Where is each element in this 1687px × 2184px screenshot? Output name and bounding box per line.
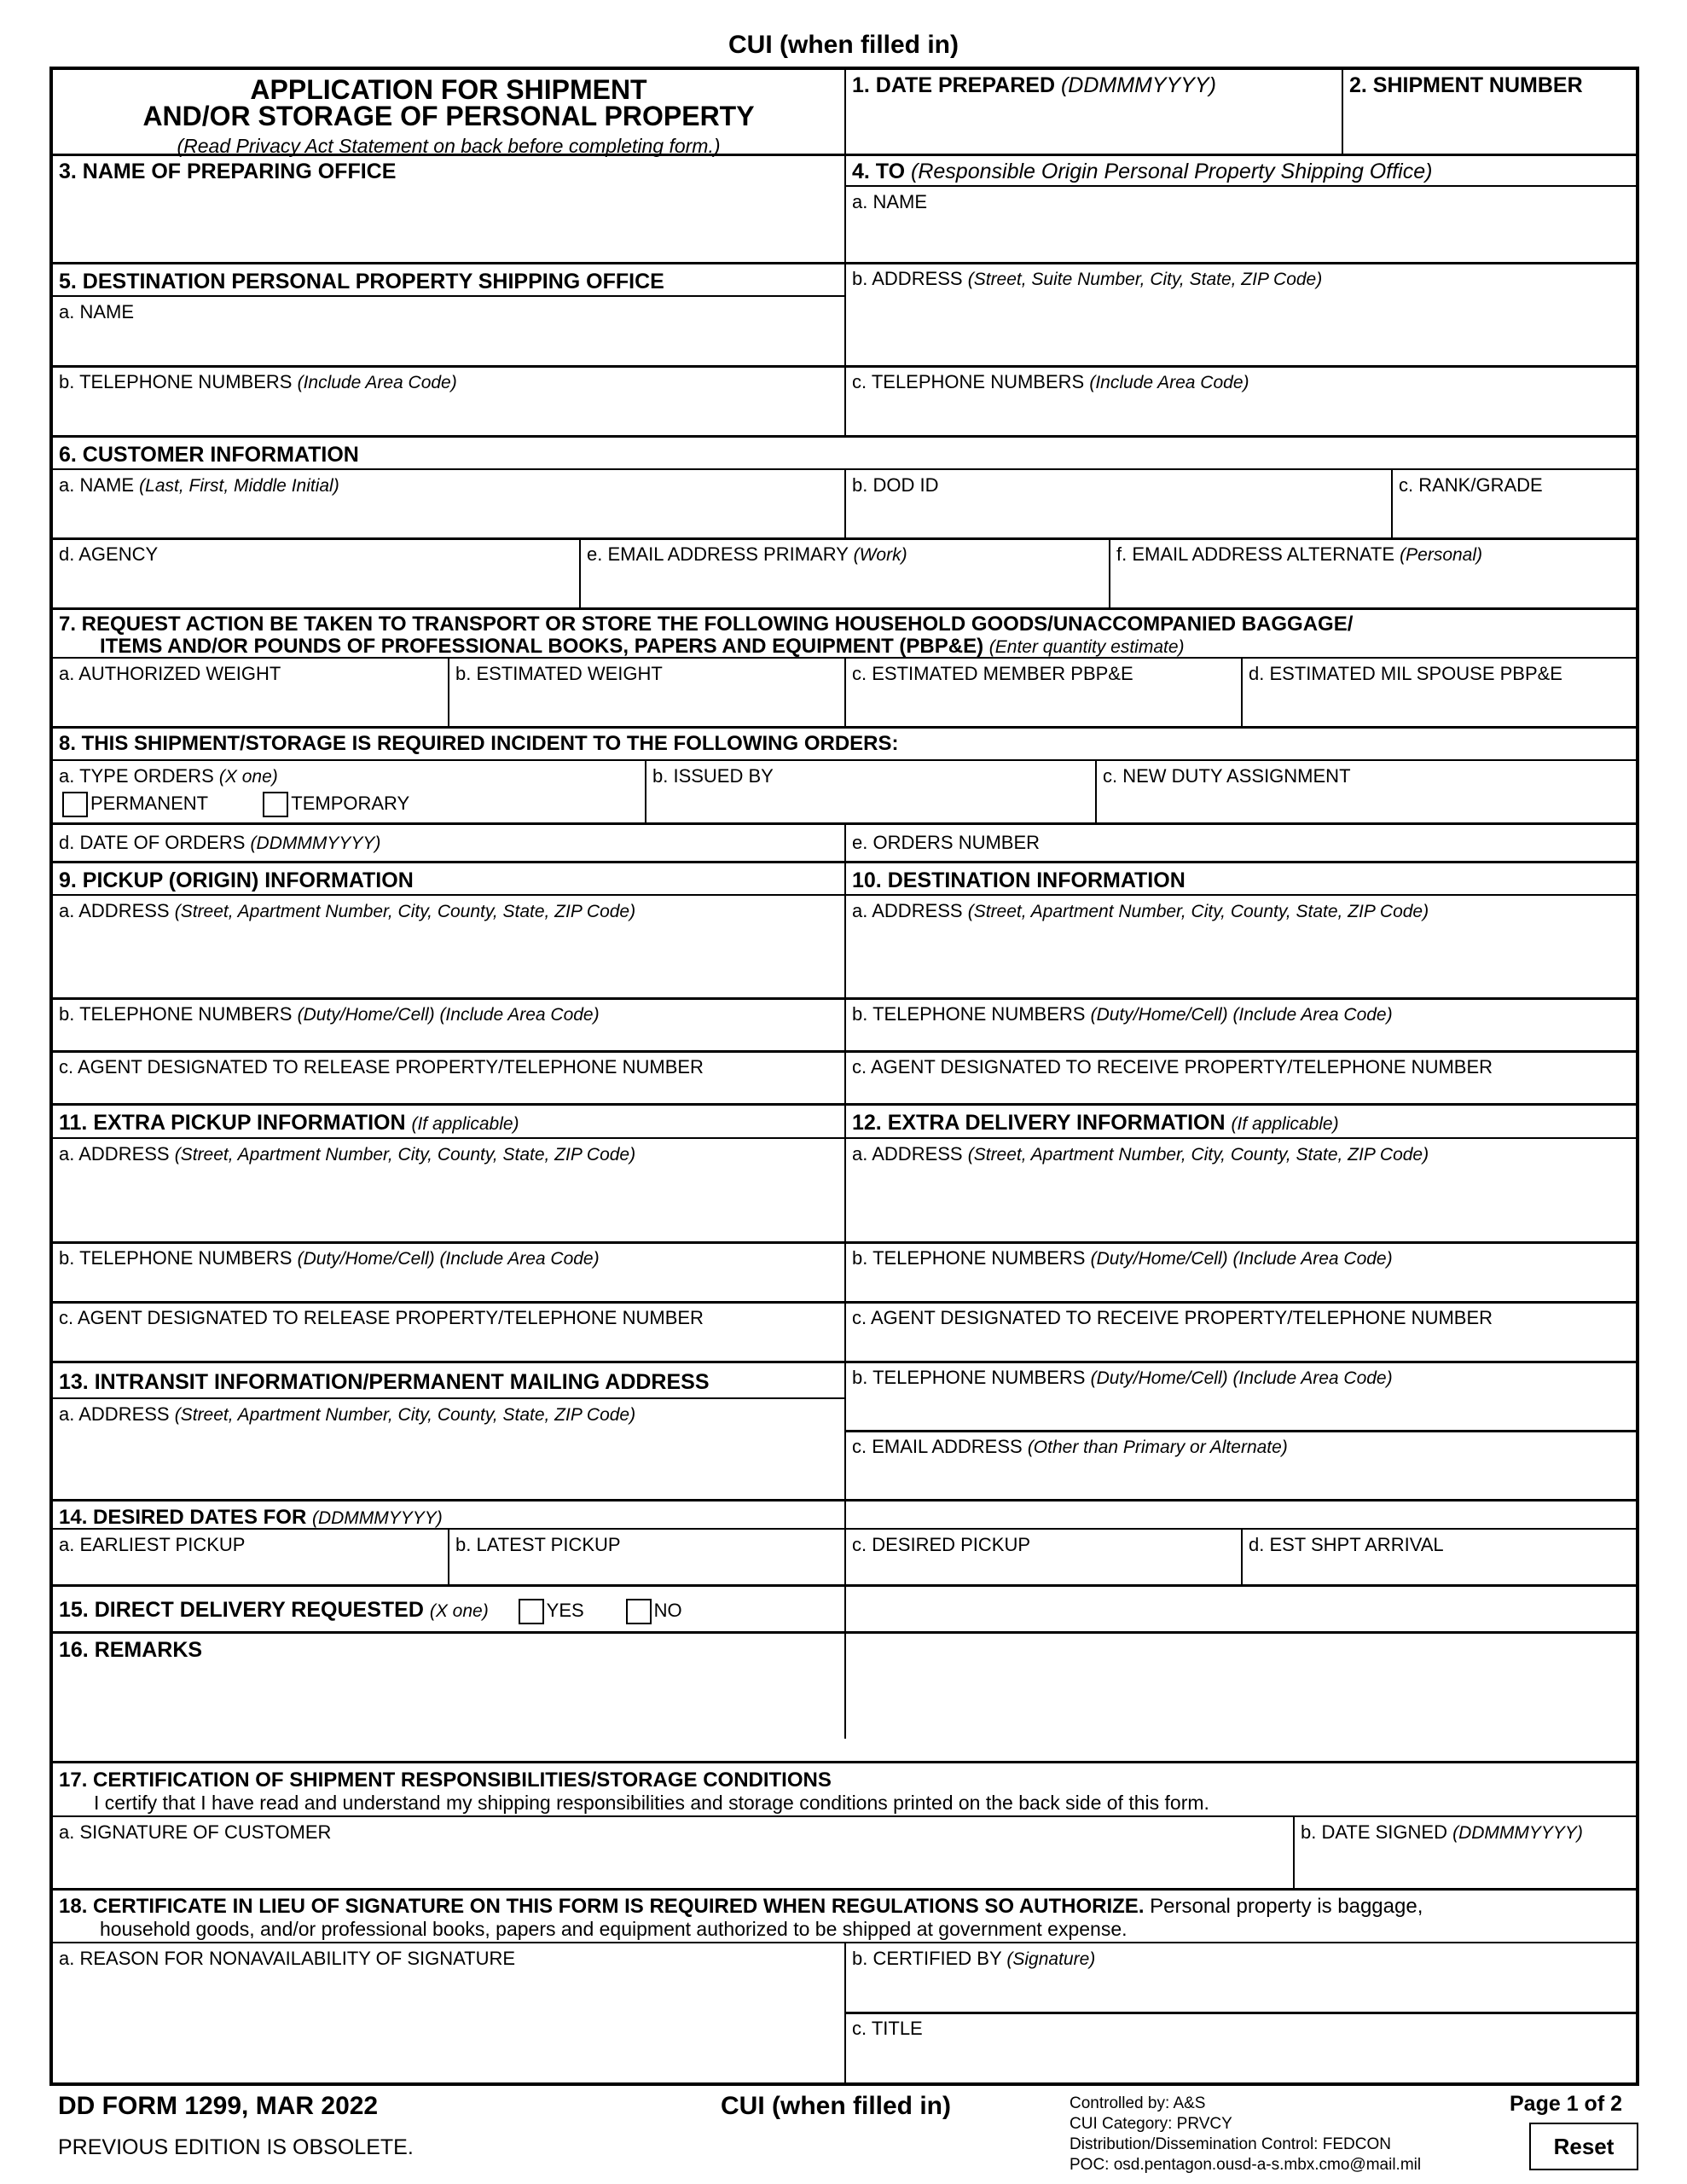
dod-id-label: b. DOD ID [852, 474, 939, 496]
section5a-input[interactable] [58, 322, 841, 363]
permanent-option[interactable]: PERMANENT [62, 793, 258, 814]
destination-phone-label: b. TELEPHONE NUMBERS (Duty/Home/Cell) (Include Area Code) [852, 1003, 1393, 1025]
section6-label: 6. CUSTOMER INFORMATION [59, 443, 359, 467]
reset-button[interactable]: Reset [1529, 2123, 1638, 2170]
section4c-label: c. TELEPHONE NUMBERS (Include Area Code) [852, 371, 1249, 392]
release-agent-label: c. AGENT DESIGNATED TO RELEASE PROPERTY/TELEPHONE NUMBER [59, 1056, 704, 1077]
section15-row: 15. DIRECT DELIVERY REQUESTED (X one) YES NO [53, 1594, 688, 1628]
nonavailability-reason-label: a. REASON FOR NONAVAILABILITY OF SIGNATURE [59, 1948, 516, 1969]
section4a-label: a. NAME [852, 191, 928, 212]
email-primary-label: e. EMAIL ADDRESS PRIMARY (Work) [587, 543, 907, 565]
preparing-office-label: 3. NAME OF PREPARING OFFICE [59, 160, 397, 183]
est-arrival-label: d. EST SHPT ARRIVAL [1249, 1534, 1444, 1555]
previous-edition-note: PREVIOUS EDITION IS OBSOLETE. [58, 2135, 414, 2159]
temporary-checkbox[interactable] [263, 792, 288, 817]
date-signed-label: b. DATE SIGNED (DDMMMYYYY) [1301, 1821, 1583, 1843]
cui-banner-bottom: CUI (when filled in) [721, 2092, 951, 2120]
certification-text: I certify that I have read and understand my shipping responsibilities and storage conditions printed on the back side of this form. [94, 1792, 1209, 1814]
title-input[interactable] [849, 2039, 1632, 2082]
earliest-pickup-label: a. EARLIEST PICKUP [59, 1534, 246, 1555]
receive-agent-label: c. AGENT DESIGNATED TO RECEIVE PROPERTY/TELEPHONE NUMBER [852, 1056, 1493, 1077]
agency-label: d. AGENCY [59, 543, 159, 565]
extra-receive-agent-label: c. AGENT DESIGNATED TO RECEIVE PROPERTY/TELEPHONE NUMBER [852, 1307, 1493, 1328]
intransit-address-label: a. ADDRESS (Street, Apartment Number, City, County, State, ZIP Code) [59, 1403, 636, 1425]
desired-pickup-input[interactable] [849, 1554, 1238, 1583]
intransit-phone-input[interactable] [849, 1389, 1632, 1426]
cui-control-block [1070, 2094, 1421, 2175]
desired-pickup-label: c. DESIRED PICKUP [852, 1534, 1031, 1555]
pickup-address-input[interactable] [58, 921, 841, 995]
intransit-phone-label: b. TELEPHONE NUMBERS (Duty/Home/Cell) (Include Area Code) [852, 1367, 1393, 1388]
title-label: c. TITLE [852, 2018, 923, 2039]
latest-pickup-input[interactable] [453, 1554, 841, 1583]
controlled-by: Controlled by: A&S [1070, 2094, 1206, 2112]
new-duty-input[interactable] [1100, 787, 1632, 821]
rank-grade-input[interactable] [1396, 497, 1633, 537]
authorized-weight-label: a. AUTHORIZED WEIGHT [59, 663, 281, 684]
estimated-weight-input[interactable] [453, 684, 841, 723]
rank-grade-label: c. RANK/GRADE [1399, 474, 1543, 496]
dissemination-control: Distribution/Dissemination Control: FEDCON [1070, 2135, 1391, 2153]
section12-label: 12. EXTRA DELIVERY INFORMATION (If applicable) [852, 1111, 1339, 1135]
intransit-address-input[interactable] [58, 1425, 841, 1496]
extra-pickup-phone-label: b. TELEPHONE NUMBERS (Duty/Home/Cell) (Include Area Code) [59, 1247, 600, 1269]
email-alternate-label: f. EMAIL ADDRESS ALTERNATE (Personal) [1116, 543, 1483, 565]
yes-checkbox[interactable] [519, 1599, 544, 1624]
temporary-option[interactable]: TEMPORARY [263, 793, 409, 814]
issued-by-label: b. ISSUED BY [652, 765, 774, 787]
extra-pickup-phone-input[interactable] [58, 1268, 841, 1298]
receive-agent-input[interactable] [849, 1077, 1632, 1102]
section4c-input[interactable] [849, 392, 1632, 433]
estimated-weight-label: b. ESTIMATED WEIGHT [455, 663, 663, 684]
page-number: Page 1 of 2 [1510, 2092, 1622, 2116]
section7-label: 7. REQUEST ACTION BE TAKEN TO TRANSPORT OR STORE THE FOLLOWING HOUSEHOLD GOODS/UNACCOMPANIED BAGGAGE/ ITEMS AND/OR POUNDS OF PROFESSIONAL BOOKS, PAPERS AND EQUIPMENT (PBP&E) (Enter quantity estimate) [59, 613, 1354, 658]
extra-pickup-address-input[interactable] [58, 1165, 841, 1238]
section11-label: 11. EXTRA PICKUP INFORMATION (If applicable) [59, 1111, 519, 1135]
customer-signature-field[interactable] [58, 1843, 1291, 1885]
customer-name-input[interactable] [58, 497, 841, 537]
section4a-input[interactable] [849, 213, 1632, 259]
extra-delivery-address-input[interactable] [849, 1165, 1632, 1238]
privacy-note: (Read Privacy Act Statement on back before completing form.) [177, 135, 721, 157]
earliest-pickup-input[interactable] [58, 1554, 443, 1583]
form-page [49, 67, 1639, 2086]
section17-label: 17. CERTIFICATION OF SHIPMENT RESPONSIBILITIES/STORAGE CONDITIONS [59, 1769, 832, 1792]
section4b-label: b. ADDRESS (Street, Suite Number, City, State, ZIP Code) [852, 268, 1323, 289]
form-number: DD FORM 1299, MAR 2022 [58, 2092, 379, 2120]
email-alternate-input[interactable] [1114, 565, 1632, 606]
shipment-number-input[interactable] [1347, 102, 1632, 150]
email-primary-input[interactable] [584, 565, 1109, 606]
date-prepared-label: 1. DATE PREPARED (DDMMMYYYY) [852, 73, 1216, 97]
section4-label: 4. TO (Responsible Origin Personal Property Shipping Office) [852, 160, 1433, 183]
intransit-email-input[interactable] [849, 1457, 1632, 1496]
extra-pickup-address-label: a. ADDRESS (Street, Apartment Number, City, County, State, ZIP Code) [59, 1143, 636, 1165]
section4b-input[interactable] [849, 290, 1632, 363]
new-duty-label: c. NEW DUTY ASSIGNMENT [1103, 765, 1351, 787]
date-of-orders-label: d. DATE OF ORDERS (DDMMMYYYY) [59, 832, 381, 853]
section9-label: 9. PICKUP (ORIGIN) INFORMATION [59, 868, 414, 892]
agency-input[interactable] [58, 565, 576, 606]
extra-delivery-address-label: a. ADDRESS (Street, Apartment Number, City, County, State, ZIP Code) [852, 1143, 1429, 1165]
section13-label: 13. INTRANSIT INFORMATION/PERMANENT MAILING ADDRESS [59, 1370, 710, 1394]
section5b-label: b. TELEPHONE NUMBERS (Include Area Code) [59, 371, 457, 392]
date-signed-input[interactable] [1298, 1843, 1632, 1885]
section5a-label: a. NAME [59, 301, 135, 322]
est-arrival-input[interactable] [1246, 1554, 1632, 1583]
extra-delivery-phone-label: b. TELEPHONE NUMBERS (Duty/Home/Cell) (Include Area Code) [852, 1247, 1393, 1269]
dod-id-input[interactable] [849, 497, 1387, 537]
latest-pickup-label: b. LATEST PICKUP [455, 1534, 621, 1555]
section5b-input[interactable] [58, 392, 841, 433]
preparing-office-input[interactable] [58, 184, 841, 259]
spouse-pbpe-input[interactable] [1246, 684, 1632, 723]
form-title-line2: AND/OR STORAGE OF PERSONAL PROPERTY [142, 101, 755, 131]
member-pbpe-label: c. ESTIMATED MEMBER PBP&E [852, 663, 1133, 684]
form-title-line1: APPLICATION FOR SHIPMENT [250, 74, 647, 105]
pickup-phone-input[interactable] [58, 1024, 841, 1049]
section18-label: 18. CERTIFICATE IN LIEU OF SIGNATURE ON THIS FORM IS REQUIRED WHEN REGULATIONS SO AUTHORIZE. Personal property is baggage, household goods, and/or professional books, papers and equipment authorized to be shipped at government expense. [59, 1895, 1423, 1940]
section8-label: 8. THIS SHIPMENT/STORAGE IS REQUIRED INCIDENT TO THE FOLLOWING ORDERS: [59, 732, 899, 755]
extra-receive-agent-input[interactable] [849, 1327, 1632, 1358]
form-title-block [53, 73, 844, 157]
pickup-address-label: a. ADDRESS (Street, Apartment Number, City, County, State, ZIP Code) [59, 900, 636, 921]
remarks-label: 16. REMARKS [59, 1638, 203, 1662]
direct-delivery-label: 15. DIRECT DELIVERY REQUESTED [59, 1598, 424, 1622]
pickup-phone-label: b. TELEPHONE NUMBERS (Duty/Home/Cell) (Include Area Code) [59, 1003, 600, 1025]
extra-delivery-phone-input[interactable] [849, 1268, 1632, 1298]
customer-signature-label: a. SIGNATURE OF CUSTOMER [59, 1821, 332, 1843]
authorized-weight-input[interactable] [58, 684, 443, 723]
poc-email: POC: osd.pentagon.ousd-a-s.mbx.cmo@mail.mil [1070, 2156, 1422, 2174]
date-prepared-input[interactable] [849, 102, 1340, 150]
remarks-input[interactable] [58, 1664, 1631, 1757]
type-orders-options [56, 788, 415, 821]
certified-by-signature-field[interactable] [849, 1969, 1632, 2010]
certified-by-label: b. CERTIFIED BY (Signature) [852, 1948, 1096, 1969]
extra-release-agent-label: c. AGENT DESIGNATED TO RELEASE PROPERTY/TELEPHONE NUMBER [59, 1307, 704, 1328]
cui-banner-top: CUI (when filled in) [728, 31, 959, 59]
date-of-orders-input[interactable] [530, 826, 838, 858]
release-agent-input[interactable] [58, 1077, 841, 1102]
section5-label: 5. DESTINATION PERSONAL PROPERTY SHIPPING OFFICE [59, 270, 664, 293]
extra-release-agent-input[interactable] [58, 1327, 841, 1358]
orders-number-input[interactable] [1025, 826, 1632, 858]
cui-category: CUI Category: PRVCY [1070, 2115, 1232, 2133]
intransit-email-label: c. EMAIL ADDRESS (Other than Primary or Alternate) [852, 1436, 1288, 1457]
permanent-checkbox[interactable] [62, 792, 88, 817]
section14-label: 14. DESIRED DATES FOR (DDMMMYYYY) [59, 1506, 443, 1529]
type-orders-label: a. TYPE ORDERS (X one) [59, 765, 278, 787]
section10-label: 10. DESTINATION INFORMATION [852, 868, 1186, 892]
no-option[interactable]: NO [626, 1600, 682, 1621]
destination-address-input[interactable] [849, 921, 1632, 995]
yes-option[interactable]: YES [519, 1600, 584, 1621]
no-checkbox[interactable] [626, 1599, 652, 1624]
issued-by-input[interactable] [650, 787, 1093, 821]
customer-name-label: a. NAME (Last, First, Middle Initial) [59, 474, 339, 496]
destination-phone-input[interactable] [849, 1024, 1632, 1049]
destination-address-label: a. ADDRESS (Street, Apartment Number, City, County, State, ZIP Code) [852, 900, 1429, 921]
member-pbpe-input[interactable] [849, 684, 1238, 723]
shipment-number-label: 2. SHIPMENT NUMBER [1349, 73, 1583, 97]
orders-number-label: e. ORDERS NUMBER [852, 832, 1041, 853]
spouse-pbpe-label: d. ESTIMATED MIL SPOUSE PBP&E [1249, 663, 1562, 684]
nonavailability-reason-input[interactable] [58, 1969, 841, 2080]
